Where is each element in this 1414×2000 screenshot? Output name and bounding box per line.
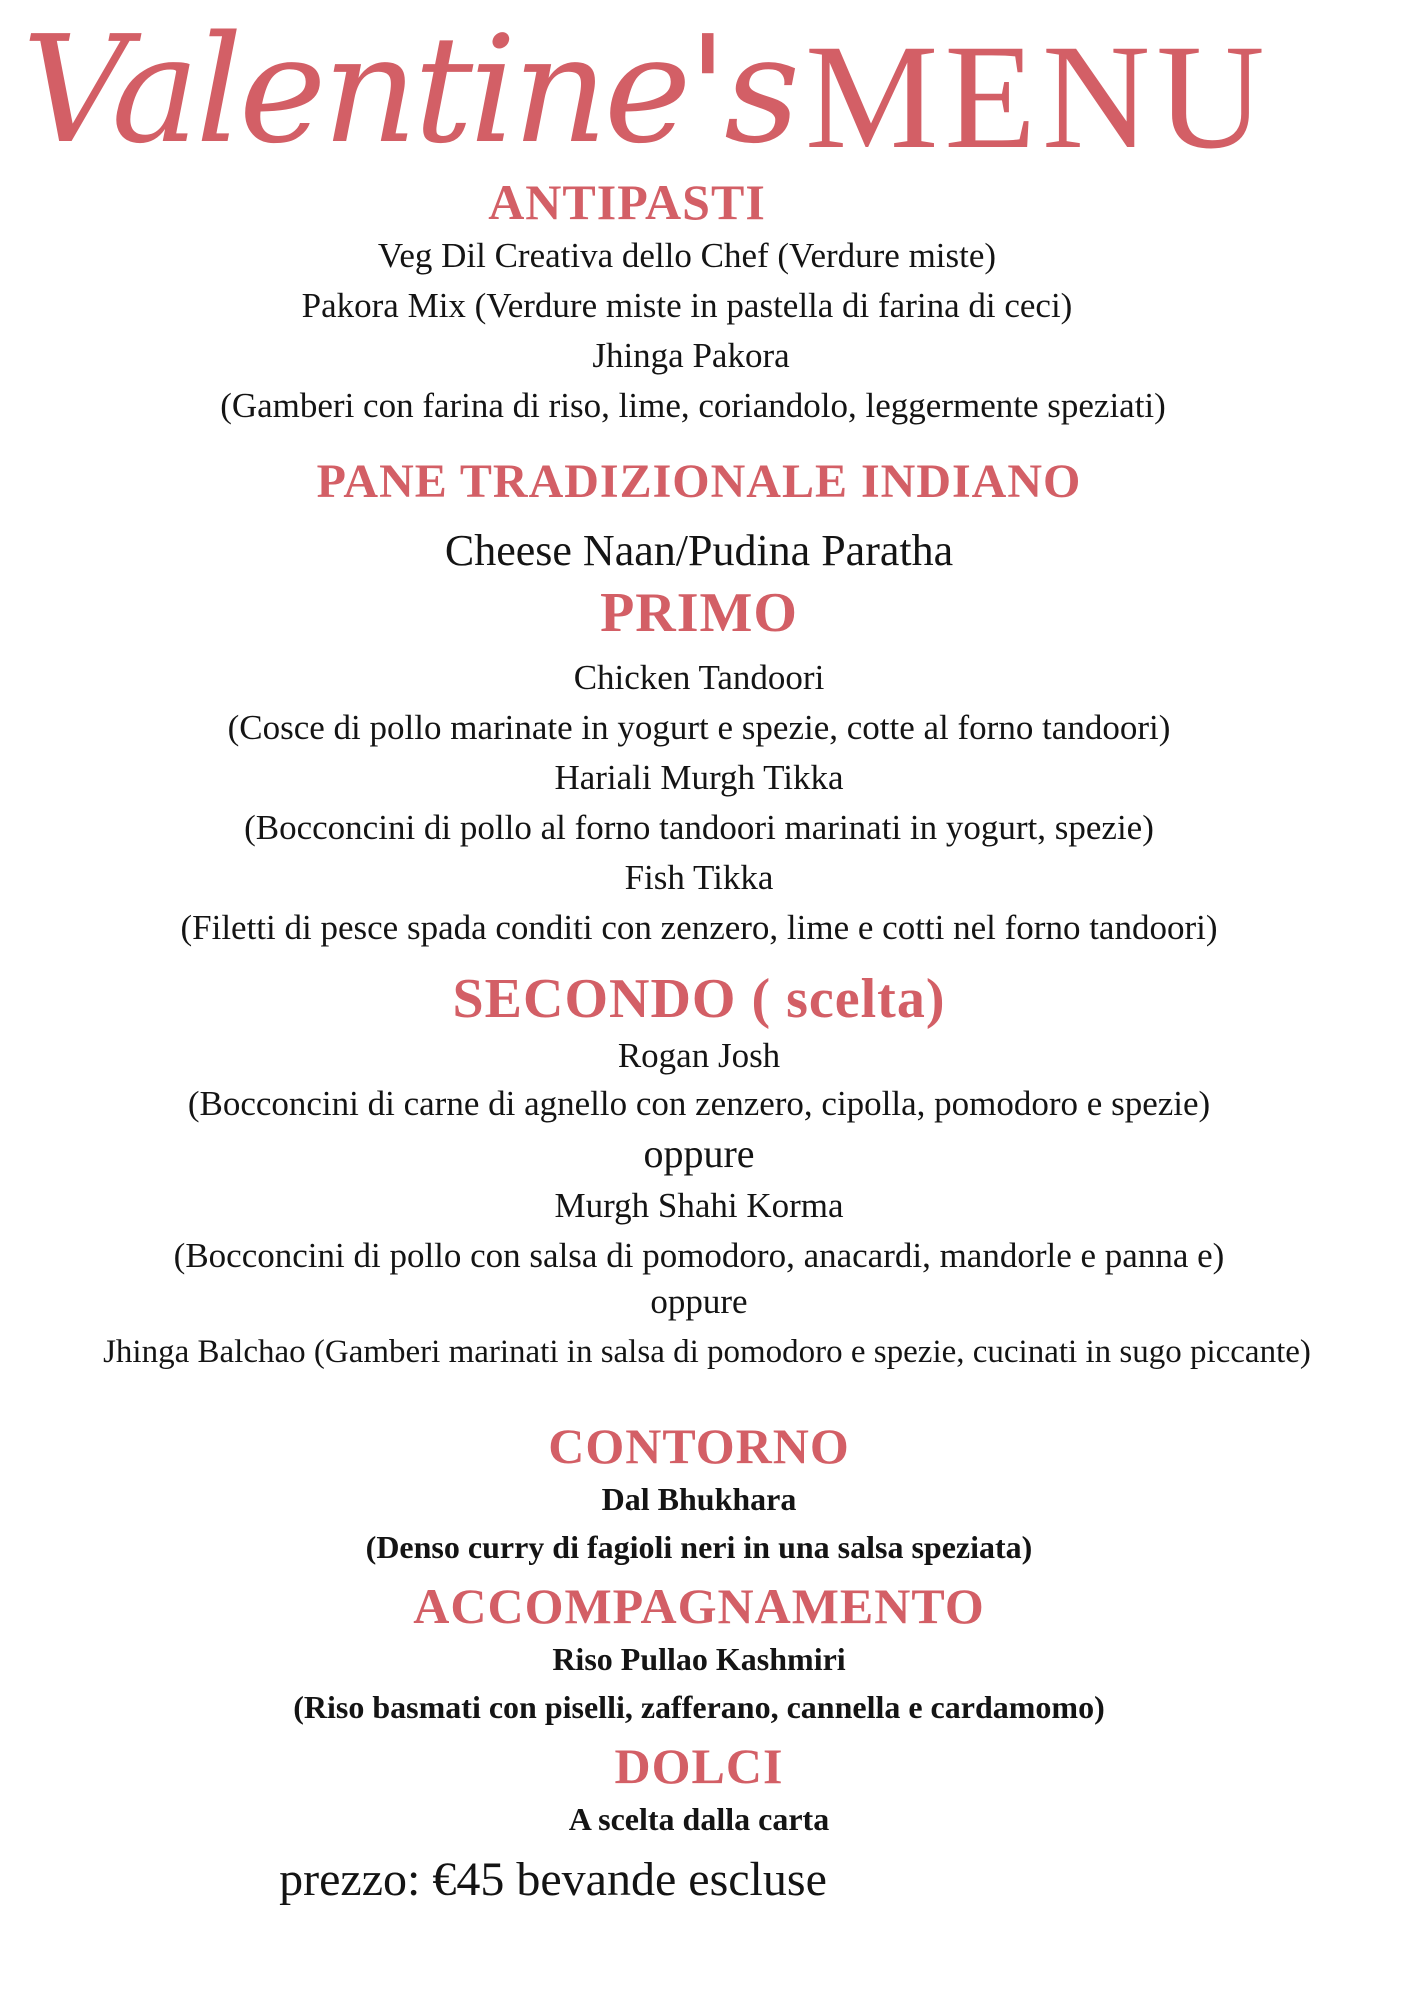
menu-item-description: (Cosce di pollo marinate in yogurt e spezie, cotte al forno tandoori) bbox=[227, 708, 1171, 747]
menu-item-description: (Denso curry di fagioli neri in una salsa speziata) bbox=[365, 1529, 1033, 1565]
section-heading-dolci: DOLCI bbox=[614, 1738, 784, 1794]
menu-item: Jhinga Pakora bbox=[592, 336, 790, 375]
menu-item: Pakora Mix (Verdure miste in pastella di farina di ceci) bbox=[301, 286, 1073, 325]
menu-item: Hariali Murgh Tikka bbox=[554, 758, 844, 797]
menu-item: Rogan Josh bbox=[617, 1036, 781, 1075]
menu-item-description: (Filetti di pesce spada conditi con zenzero, lime e cotti nel forno tandoori) bbox=[180, 908, 1218, 947]
menu-item: Murgh Shahi Korma bbox=[554, 1186, 844, 1225]
menu-item: Riso Pullao Kashmiri bbox=[552, 1641, 846, 1677]
menu-connector-oppure: oppure bbox=[650, 1282, 748, 1321]
menu-item: Fish Tikka bbox=[624, 858, 774, 897]
title-menu: MENU bbox=[805, 14, 1271, 180]
section-heading-accompagnamento: ACCOMPAGNAMENTO bbox=[413, 1578, 985, 1634]
section-heading-pane: PANE TRADIZIONALE INDIANO bbox=[316, 455, 1082, 508]
menu-item: Chicken Tandoori bbox=[573, 658, 825, 697]
menu-item: Cheese Naan/Pudina Paratha bbox=[444, 526, 954, 575]
section-heading-contorno: CONTORNO bbox=[548, 1418, 850, 1474]
menu-item-description: (Bocconcini di pollo con salsa di pomodoro, anacardi, mandorle e panna e) bbox=[173, 1236, 1225, 1275]
menu-item: A scelta dalla carta bbox=[568, 1801, 830, 1837]
menu-item-description: (Riso basmati con piselli, zafferano, cannella e cardamomo) bbox=[293, 1689, 1105, 1725]
menu-item-description: (Gamberi con farina di riso, lime, coriandolo, leggermente speziati) bbox=[220, 386, 1166, 425]
menu-item-description: (Bocconcini di carne di agnello con zenzero, cipolla, pomodoro e spezie) bbox=[187, 1084, 1211, 1123]
title-script: Valentine's bbox=[22, 4, 797, 176]
menu-connector-oppure: oppure bbox=[643, 1131, 755, 1176]
section-heading-primo: PRIMO bbox=[600, 582, 798, 644]
menu-item-description: (Bocconcini di pollo al forno tandoori marinati in yogurt, spezie) bbox=[244, 808, 1154, 847]
menu-item: Jhinga Balchao (Gamberi marinati in salsa di pomodoro e spezie, cucinati in sugo piccante) bbox=[103, 1334, 1311, 1370]
menu-item: Veg Dil Creativa dello Chef (Verdure miste) bbox=[377, 236, 997, 275]
menu-item: Dal Bhukhara bbox=[601, 1481, 797, 1517]
section-heading-secondo: SECONDO ( scelta) bbox=[452, 968, 946, 1030]
section-heading-antipasti: ANTIPASTI bbox=[488, 174, 766, 230]
price-line: prezzo: €45 bevande escluse bbox=[279, 1853, 827, 1906]
